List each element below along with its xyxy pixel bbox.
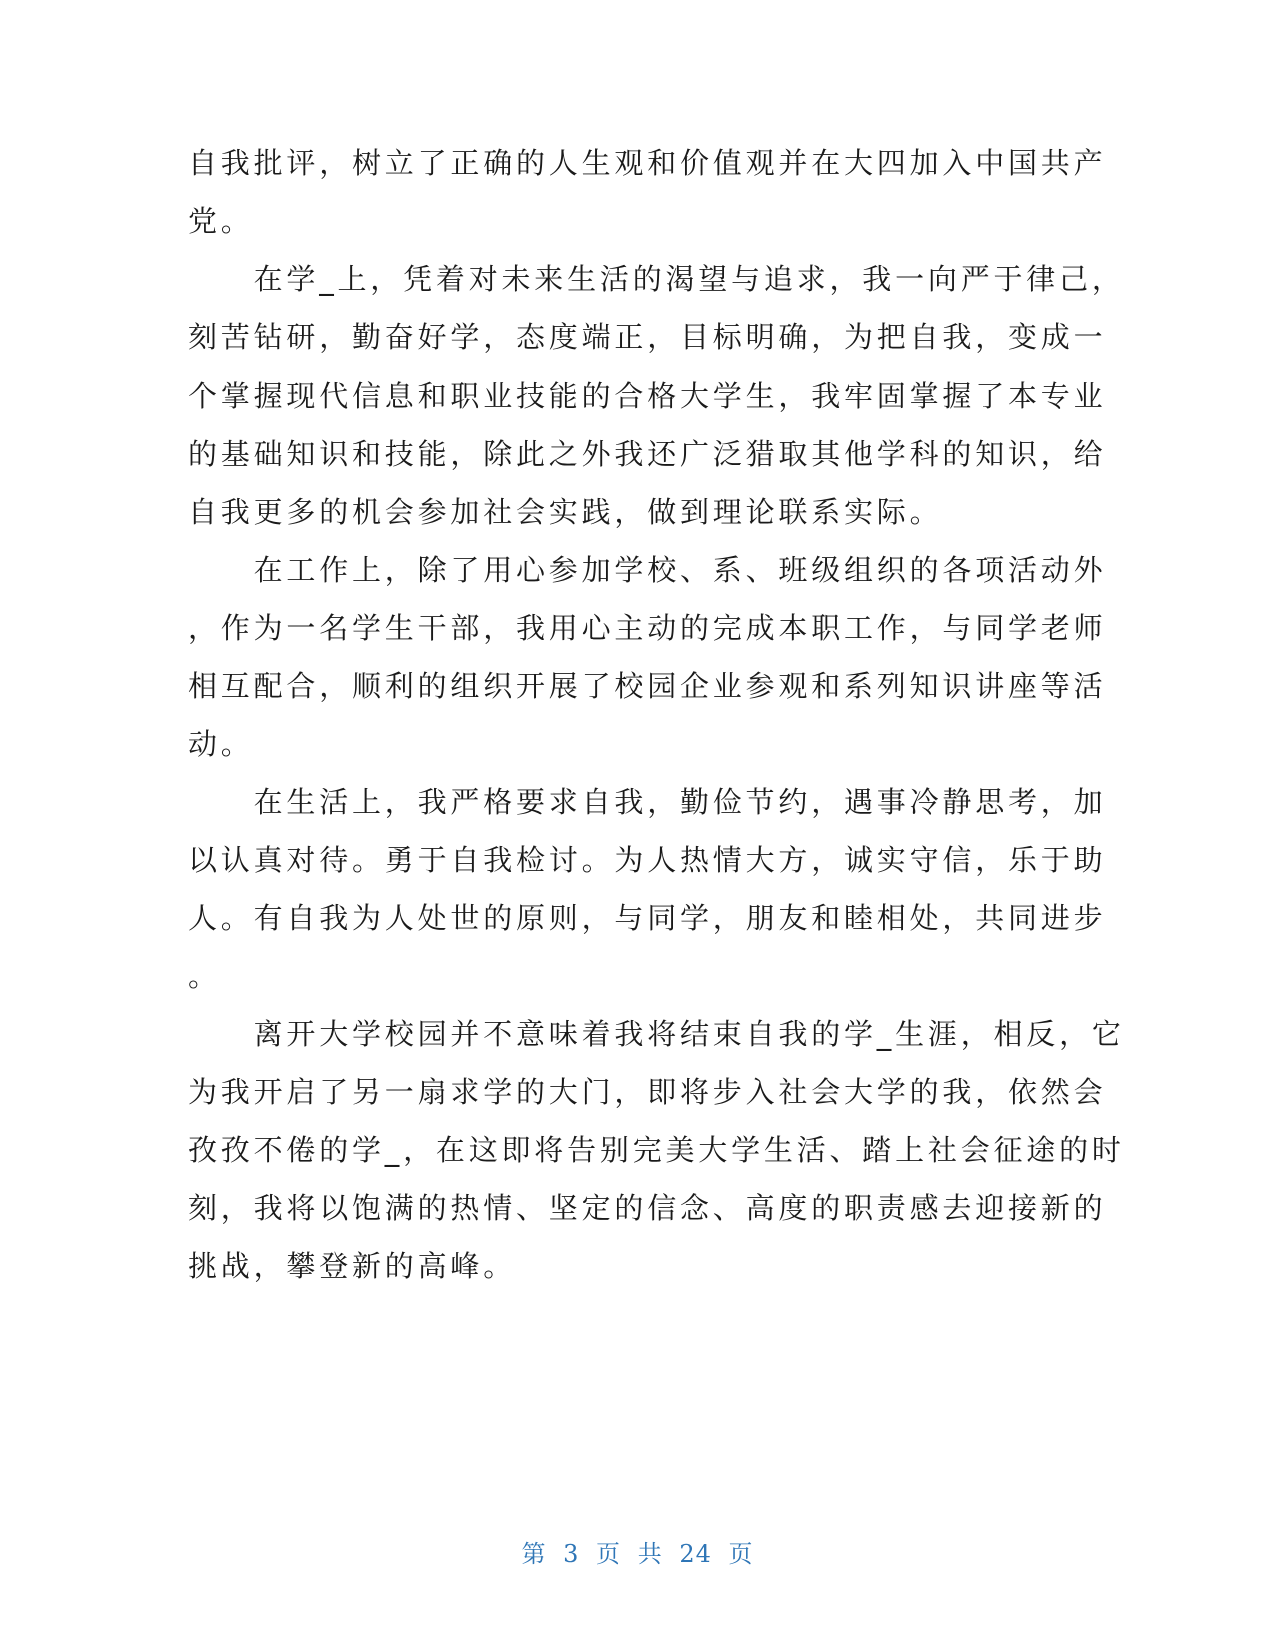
footer-total-pages: 24 [679,1540,712,1568]
footer-page-number: 3 [563,1540,580,1568]
text-line: 为我开启了另一扇求学的大门，即将步入社会大学的我，依然会 [188,1075,1107,1109]
footer-suffix: 页 [728,1540,754,1568]
text-line: 以认真对待。勇于自我检讨。为人热情大方，诚实守信，乐于助 [188,843,1107,877]
footer-page-word: 页 [596,1540,622,1568]
text-line: ，作为一名学生干部，我用心主动的完成本职工作，与同学老师 [188,611,1107,645]
text-line: 刻苦钻研，勤奋好学，态度端正，目标明确，为把自我，变成一 [188,320,1107,354]
text-line: 在生活上，我严格要求自我，勤俭节约，遇事冷静思考，加 [188,785,1107,819]
page-footer [0,1534,1275,1569]
footer-total-word: 共 [637,1540,663,1568]
text-line: 挑战，攀登新的高峰。 [188,1249,517,1283]
footer-prefix: 第 [521,1540,547,1568]
text-line: 在工作上，除了用心参加学校、系、班级组织的各项活动外 [188,553,1107,587]
text-line: 动。 [188,727,254,761]
text-line: 人。有自我为人处世的原则，与同学，朋友和睦相处，共同进步 [188,901,1107,935]
text-line: 自我更多的机会参加社会实践，做到理论联系实际。 [188,495,943,529]
text-line: 个掌握现代信息和职业技能的合格大学生，我牢固掌握了本专业 [188,379,1107,413]
text-line: 在学_上，凭着对未来生活的渴望与追求，我一向严于律己， [188,262,1125,296]
text-line: 孜孜不倦的学_，在这即将告别完美大学生活、踏上社会征途的时 [188,1133,1125,1167]
text-line: 刻，我将以饱满的热情、坚定的信念、高度的职责感去迎接新的 [188,1191,1107,1225]
text-line: 。 [188,959,221,993]
text-line: 自我批评，树立了正确的人生观和价值观并在大四加入中国共产 [188,146,1107,180]
text-line: 相互配合，顺利的组织开展了校园企业参观和系列知识讲座等活 [188,669,1107,703]
text-line: 党。 [188,204,254,238]
text-line: 的基础知识和技能，除此之外我还广泛猎取其他学科的知识，给 [188,437,1107,471]
text-line: 离开大学校园并不意味着我将结束自我的学_生涯，相反，它 [188,1017,1125,1051]
